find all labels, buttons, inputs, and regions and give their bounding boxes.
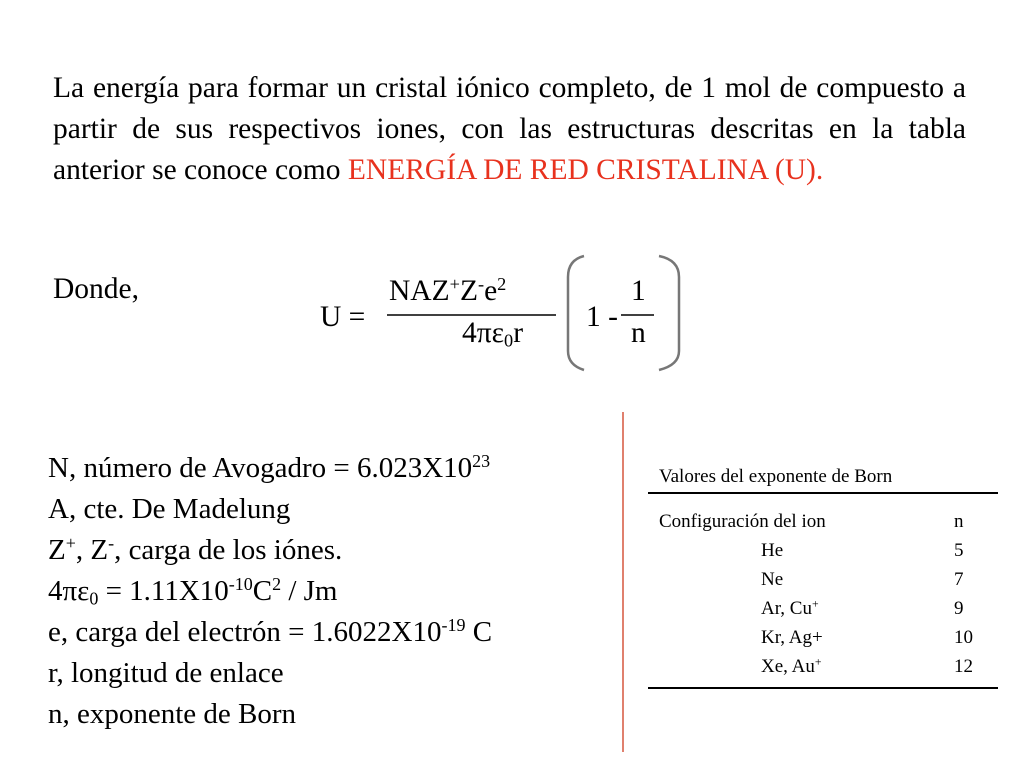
ion-cell: Kr, Ag+ bbox=[761, 627, 823, 648]
table-caption: Valores del exponente de Born bbox=[648, 461, 998, 494]
donde-label: Donde, bbox=[53, 273, 140, 305]
intro-paragraph bbox=[53, 68, 966, 191]
variable-definitions bbox=[48, 448, 492, 735]
formula-inner-numerator: 1 bbox=[631, 275, 646, 307]
def-epsilon: $4\pi\varepsilon_0 = 1.11X10^{-10}C^2 / Jm$ bbox=[48, 574, 338, 609]
right-bracket bbox=[659, 256, 679, 370]
n-cell: 7 bbox=[954, 569, 964, 590]
born-exponent-table bbox=[648, 461, 998, 689]
formula-numerator: $NAZ^+Z^-e^2$ bbox=[389, 273, 507, 307]
born-table bbox=[648, 507, 998, 689]
def-charge: Z+, Z-, carga de los iónes. bbox=[48, 533, 343, 566]
table-row bbox=[648, 594, 998, 623]
formula-lhs: U = bbox=[320, 301, 366, 333]
def-avogadro: N, número de Avogadro = $6.023X10^{23}$ bbox=[48, 451, 491, 484]
ion-cell: Ar, Cu+ bbox=[761, 597, 819, 619]
def-madelung: A, cte. De Madelung bbox=[48, 493, 291, 525]
def-bond-length: r, longitud de enlace bbox=[48, 657, 284, 689]
lattice-energy-formula bbox=[320, 253, 690, 373]
header-config: Configuración del ion bbox=[659, 511, 826, 532]
n-cell: 5 bbox=[954, 540, 964, 561]
lattice-energy-highlight: ENERGÍA DE RED CRISTALINA (U). bbox=[347, 154, 824, 186]
ion-cell: Xe, Au+ bbox=[761, 655, 822, 677]
table-row bbox=[648, 652, 998, 688]
n-cell: 9 bbox=[954, 598, 964, 619]
n-cell: 12 bbox=[954, 656, 973, 677]
formula-lines bbox=[320, 253, 690, 373]
ion-cell: Ne bbox=[761, 569, 784, 590]
def-born-exponent: n, exponente de Born bbox=[48, 698, 297, 730]
n-cell: 10 bbox=[954, 627, 973, 648]
intro-text: La energía para formar un cristal iónico completo, de 1 mol de compuesto a partir de sus respectivos iones, con las estructuras descritas en la tabla anterior se conoce como bbox=[53, 72, 966, 186]
table-row bbox=[648, 565, 998, 594]
vertical-divider bbox=[622, 412, 624, 752]
table-row bbox=[648, 623, 998, 652]
header-n: n bbox=[954, 511, 964, 532]
formula-inner-denominator: n bbox=[631, 317, 646, 349]
ion-cell: He bbox=[761, 540, 784, 561]
table-row bbox=[648, 536, 998, 565]
table-header-row bbox=[648, 507, 998, 536]
formula-paren-prefix: 1 - bbox=[586, 301, 618, 333]
def-electron: e, carga del electrón = $1.6022X10^{-19}$ C bbox=[48, 615, 493, 648]
formula-denominator: $4\pi\varepsilon_0r$ bbox=[462, 317, 524, 351]
left-bracket bbox=[568, 256, 584, 370]
